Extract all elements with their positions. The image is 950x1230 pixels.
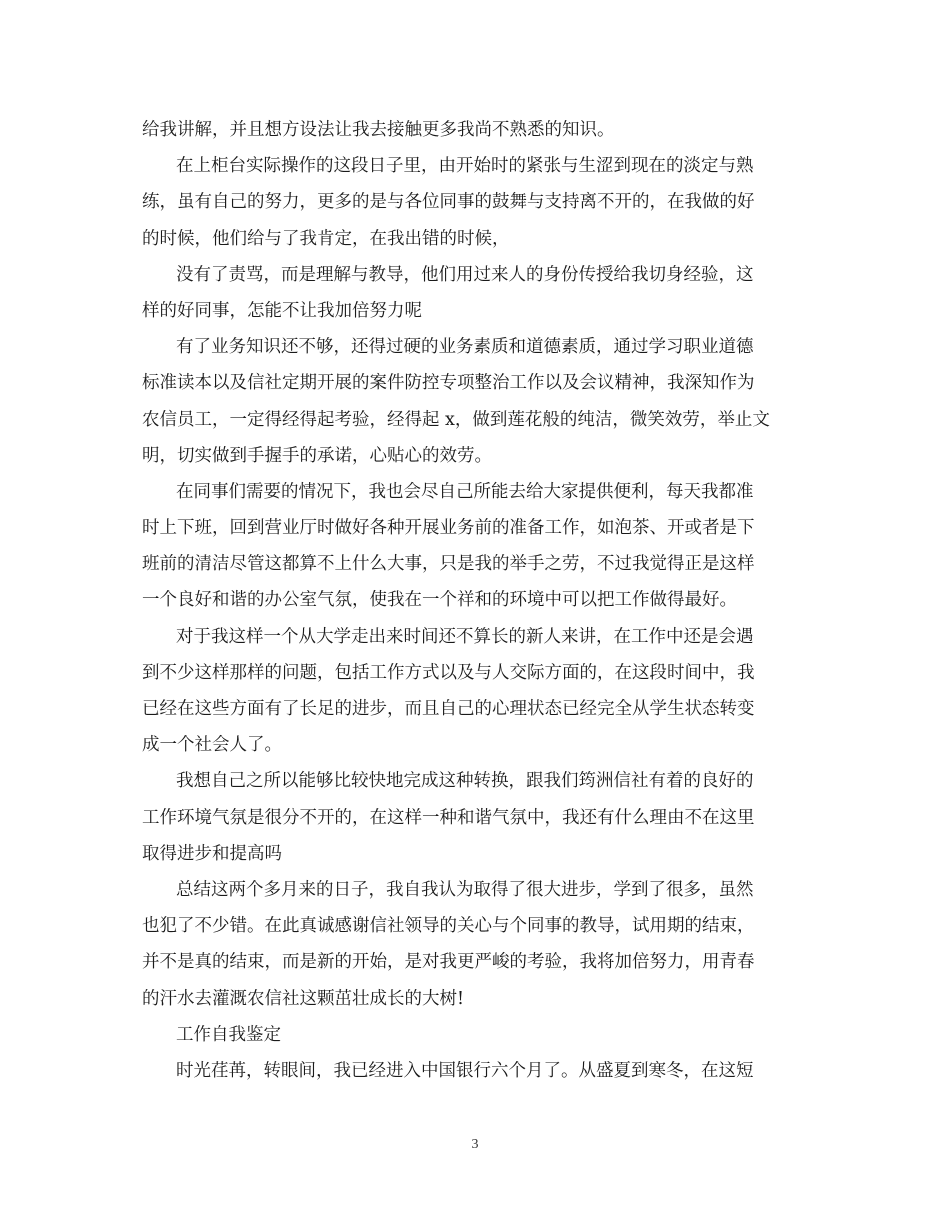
text-line: 农信员工，一定得经得起考验，经得起 x，做到莲花般的纯洁，微笑效劳，举止文	[142, 409, 770, 430]
text-line: 总结这两个多月来的日子，我自我认为取得了很大进步，学到了很多，虽然	[176, 879, 754, 900]
text-line: 有了业务知识还不够，还得过硬的业务素质和道德素质，通过学习职业道德	[176, 337, 754, 358]
text-line: 也犯了不少错。在此真诚感谢信社领导的关心与个同事的教导，试用期的结束，	[142, 916, 755, 937]
page-number: 3	[471, 1137, 479, 1152]
text-line: 取得进步和提高吗	[142, 843, 282, 864]
document-body	[142, 112, 812, 1089]
text-line: 一个良好和谐的办公室气氛，使我在一个祥和的环境中可以把工作做得最好。	[142, 590, 737, 611]
text-line: 明，切实做到手握手的承诺，心贴心的效劳。	[142, 445, 492, 466]
text-line: 在上柜台实际操作的这段日子里，由开始时的紧张与生涩到现在的淡定与熟	[176, 156, 754, 177]
text-line: 工作自我鉴定	[176, 1024, 281, 1045]
text-line: 在同事们需要的情况下，我也会尽自己所能去给大家提供便利，每天我都准	[176, 481, 754, 502]
text-line: 的汗水去灌溉农信社这颗茁壮成长的大树!	[142, 988, 465, 1009]
text-line: 没有了责骂，而是理解与教导，他们用过来人的身份传授给我切身经验，这	[176, 264, 754, 285]
text-line: 的时候，他们给与了我肯定，在我出错的时候，	[142, 228, 510, 249]
text-line: 标准读本以及信社定期开展的案件防控专项整治工作以及会议精神，我深知作为	[142, 373, 755, 394]
text-line: 时上下班，回到营业厅时做好各种开展业务前的准备工作，如泡茶、开或者是下	[142, 518, 755, 539]
text-line: 班前的清洁尽管这都算不上什么大事，只是我的举手之劳，不过我觉得正是这样	[142, 554, 755, 575]
text-line: 成一个社会人了。	[142, 735, 282, 756]
text-line: 已经在这些方面有了长足的进步，而且自己的心理状态已经完全从学生状态转变	[142, 699, 755, 719]
text-line: 时光荏苒，转眼间，我已经进入中国银行六个月了。从盛夏到寒冬，在这短	[176, 1060, 754, 1081]
text-line: 对于我这样一个从大学走出来时间还不算长的新人来讲，在工作中还是会遇	[176, 626, 754, 647]
text-line: 到不少这样那样的问题，包括工作方式以及与人交际方面的，在这段时间中，我	[142, 662, 755, 683]
text-line: 样的好同事，怎能不让我加倍努力呢	[142, 300, 422, 321]
text-line: 工作环境气氛是很分不开的，在这样一种和谐气氛中，我还有什么理由不在这里	[142, 807, 755, 828]
text-line: 给我讲解，并且想方设法让我去接触更多我尚不熟悉的知识。	[142, 120, 615, 140]
text-line: 我想自己之所以能够比较快地完成这种转换，跟我们筠洲信社有着的良好的	[176, 771, 754, 792]
text-line: 练，虽有自己的努力，更多的是与各位同事的鼓舞与支持离不开的，在我做的好	[142, 192, 755, 213]
text-line: 并不是真的结束，而是新的开始，是对我更严峻的考验，我将加倍努力，用青春	[142, 952, 755, 973]
